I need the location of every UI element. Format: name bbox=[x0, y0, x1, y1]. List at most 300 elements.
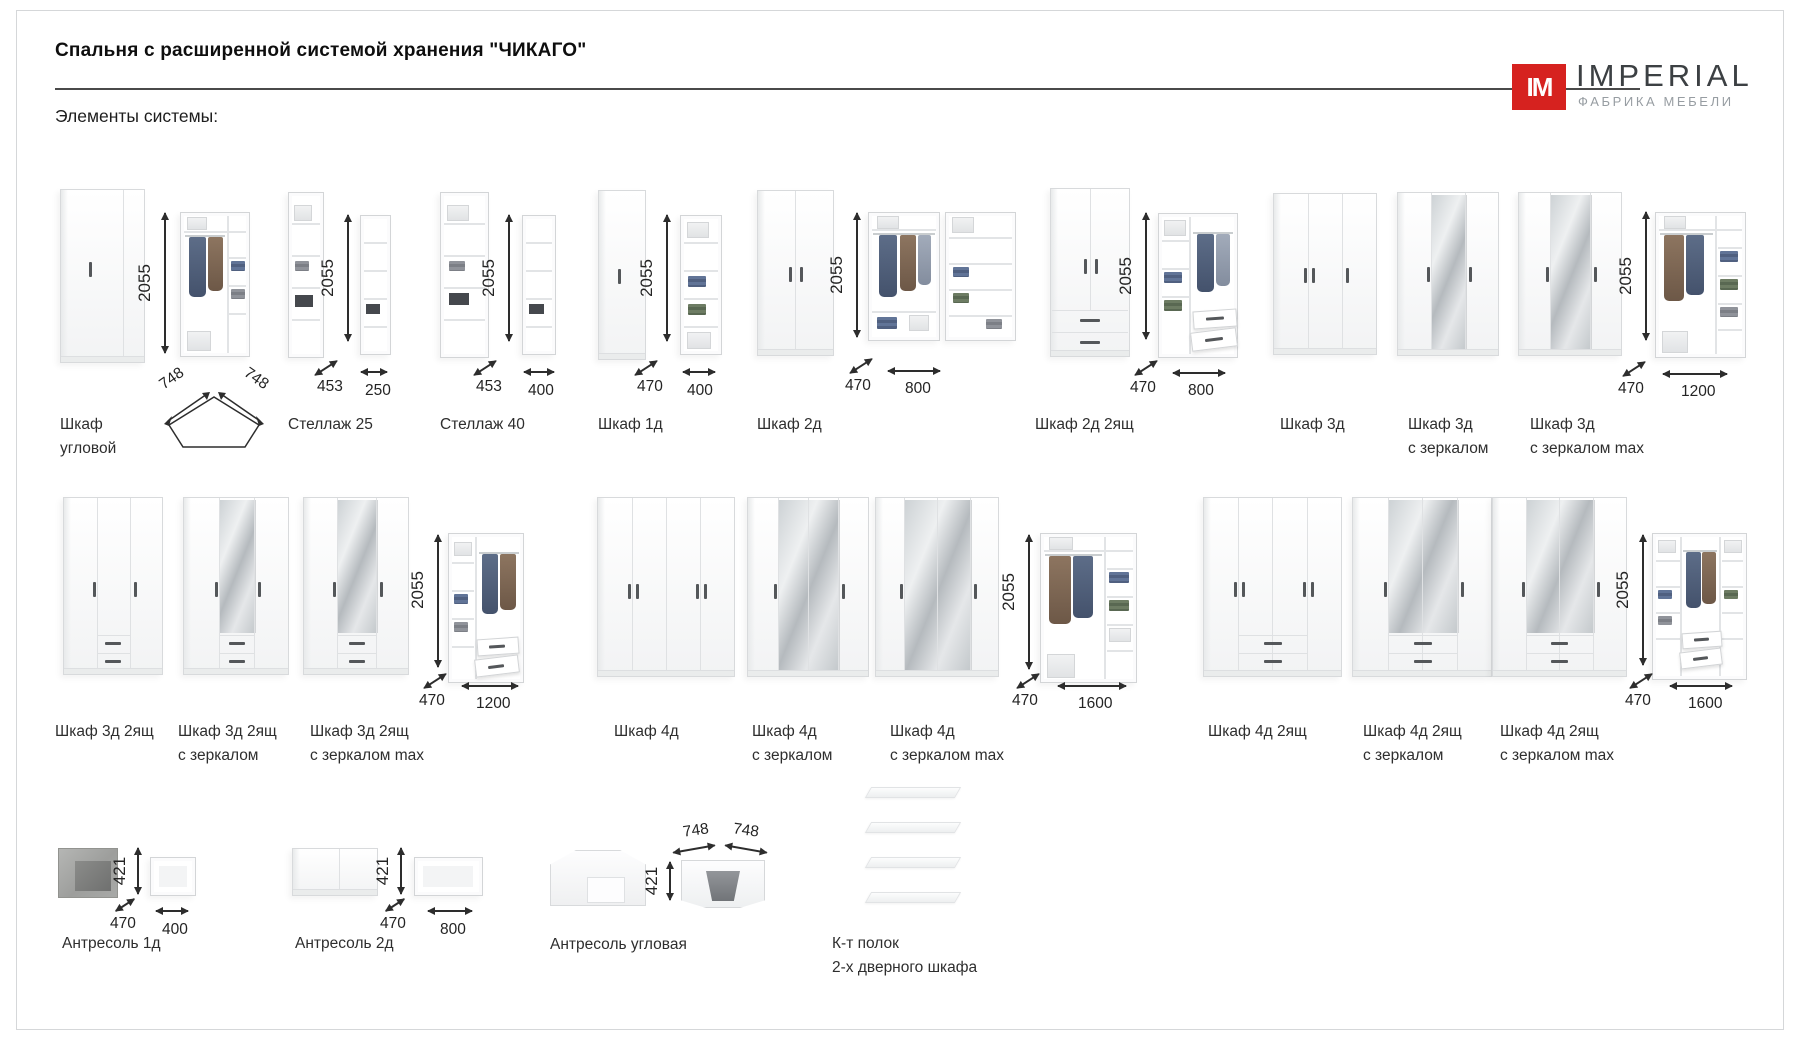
antresol-open bbox=[150, 857, 196, 896]
dim-height-arrow bbox=[669, 862, 671, 900]
antresol-closed bbox=[58, 848, 118, 898]
wardrobe-closed bbox=[597, 497, 735, 677]
door-seam bbox=[778, 498, 779, 671]
drawer-handle bbox=[349, 642, 365, 645]
door-handle bbox=[1461, 582, 1464, 597]
folded-clothes bbox=[877, 317, 897, 329]
coat bbox=[879, 235, 897, 297]
shelf-line bbox=[872, 229, 936, 231]
dim-height-arrow bbox=[164, 213, 166, 353]
dim-width-arrow bbox=[361, 371, 387, 373]
door-seam bbox=[838, 498, 839, 671]
brand-logo bbox=[1512, 60, 1772, 120]
dim-height-label: 421 bbox=[373, 856, 392, 886]
storage-box bbox=[294, 205, 312, 221]
drawer-handle bbox=[1693, 656, 1708, 661]
mirror-door bbox=[1550, 195, 1592, 349]
product-antresol-corner bbox=[545, 820, 785, 970]
product-label-line1: Шкаф 4д bbox=[752, 723, 817, 740]
door-handle bbox=[1311, 582, 1314, 597]
product-wardrobe-3d-2dr-mirror bbox=[178, 490, 303, 785]
product-label bbox=[1035, 413, 1134, 437]
door-seam bbox=[937, 498, 938, 671]
dim-height-arrow bbox=[137, 848, 139, 894]
folded-clothes bbox=[688, 276, 706, 287]
dim-depth-arrow bbox=[1017, 673, 1040, 689]
drawer-handle bbox=[105, 642, 121, 645]
shelf-line bbox=[872, 311, 936, 313]
shelf-line bbox=[184, 231, 246, 233]
product-label bbox=[55, 720, 154, 744]
shelf-line bbox=[1659, 229, 1742, 231]
storage-box bbox=[449, 293, 469, 305]
product-antresol-1d bbox=[52, 840, 222, 970]
product-wardrobe-3d-mirror bbox=[1392, 185, 1512, 475]
product-label-line1: Шкаф 4д bbox=[614, 723, 679, 740]
dim-width-label: 800 bbox=[440, 921, 466, 938]
door-handle bbox=[842, 584, 845, 599]
shelf-line bbox=[684, 298, 718, 300]
dim-height-label: 2055 bbox=[479, 259, 498, 297]
shelf-line bbox=[949, 237, 1012, 239]
product-label-line1: Стеллаж 40 bbox=[440, 416, 525, 433]
wardrobe-closed bbox=[1518, 192, 1622, 356]
product-label bbox=[890, 720, 1004, 768]
coat bbox=[189, 237, 206, 297]
divider bbox=[1104, 537, 1106, 679]
shelf-line bbox=[684, 242, 718, 244]
door-handle bbox=[900, 584, 903, 599]
dim-height-arrow bbox=[508, 215, 510, 341]
drawer-handle bbox=[1551, 642, 1568, 645]
product-label bbox=[1408, 413, 1488, 461]
dim-width-arrow bbox=[1058, 685, 1126, 687]
dim-depth-label: 470 bbox=[845, 377, 871, 394]
dim-width-label: 800 bbox=[905, 380, 931, 397]
wardrobe-open-hanging bbox=[868, 212, 940, 341]
door-seam bbox=[1342, 194, 1343, 349]
door-handle bbox=[1469, 267, 1472, 282]
shelf-line bbox=[1722, 586, 1743, 588]
dim-height-label: 2055 bbox=[408, 571, 427, 609]
storage-box bbox=[1662, 331, 1688, 353]
dim-height-label: 2055 bbox=[1613, 571, 1632, 609]
dim-depth-label: 470 bbox=[1625, 692, 1651, 709]
dim-depth-arrow bbox=[385, 898, 405, 912]
product-label-line1: Антресоль 1д bbox=[62, 935, 161, 952]
shelf-line bbox=[1162, 268, 1189, 270]
wardrobe-closed bbox=[1203, 497, 1342, 677]
dim-depth-label: 470 bbox=[380, 915, 406, 932]
door-seam bbox=[1422, 498, 1423, 671]
door-seam bbox=[376, 498, 377, 669]
folded-clothes bbox=[1724, 590, 1738, 599]
shelf-line bbox=[526, 298, 552, 300]
shelf-line bbox=[292, 319, 320, 321]
product-label-line1: Стеллаж 25 bbox=[288, 416, 373, 433]
door-handle bbox=[258, 582, 261, 597]
door-seam bbox=[795, 191, 796, 350]
plan-dim-label: 748 bbox=[156, 364, 188, 393]
product-label-line1: Антресоль 2д bbox=[295, 935, 394, 952]
product-wardrobe-1d bbox=[593, 185, 728, 460]
dim-depth-arrow bbox=[315, 360, 338, 376]
shelf-line bbox=[1044, 550, 1133, 552]
drawer-seam bbox=[97, 635, 130, 636]
door-handle bbox=[974, 584, 977, 599]
shelf-line bbox=[229, 313, 246, 315]
drawer-handle bbox=[489, 645, 505, 649]
dim-height-arrow bbox=[400, 848, 402, 894]
corner-plan bbox=[164, 381, 264, 449]
dim-height-label: 2055 bbox=[1616, 257, 1635, 295]
storage-box bbox=[1109, 628, 1131, 642]
dim-height-label: 2055 bbox=[1116, 257, 1135, 295]
dim-depth-label: 470 bbox=[637, 378, 663, 395]
dim-height-arrow bbox=[1642, 535, 1644, 665]
dim-width-label: 1200 bbox=[476, 695, 511, 712]
dim-depth-arrow bbox=[424, 673, 447, 689]
dim-height-arrow bbox=[347, 215, 349, 341]
product-label-line2: с зеркалом bbox=[1408, 440, 1489, 458]
shelf-line bbox=[1656, 612, 1680, 614]
drawer-handle bbox=[1551, 660, 1568, 663]
dim-height-arrow bbox=[856, 213, 858, 337]
shelf-line bbox=[949, 289, 1012, 291]
section-subtitle: Элементы системы: bbox=[55, 106, 219, 126]
storage-box bbox=[1664, 216, 1686, 229]
wardrobe-closed bbox=[875, 497, 999, 677]
product-label-line1: Шкаф 4д bbox=[890, 723, 955, 740]
antresol-opening bbox=[706, 871, 740, 901]
shelf-line bbox=[1718, 275, 1742, 277]
antresol-open bbox=[414, 857, 483, 896]
shelf-line bbox=[364, 242, 387, 244]
dim-width-label: 400 bbox=[162, 921, 188, 938]
folded-clothes bbox=[1109, 600, 1129, 611]
door-handle bbox=[380, 582, 383, 597]
open-drawer bbox=[1190, 327, 1238, 351]
shelf-line bbox=[292, 223, 320, 225]
shelf-line bbox=[949, 263, 1012, 265]
door-handle bbox=[696, 584, 699, 599]
open-drawer bbox=[476, 637, 519, 657]
product-label-line2: с зеркалом bbox=[178, 747, 259, 765]
door-seam bbox=[1090, 189, 1091, 310]
wardrobe-closed bbox=[1352, 497, 1492, 677]
product-label-line2: с зеркалом max bbox=[1500, 747, 1615, 765]
door-handle bbox=[333, 582, 336, 597]
storage-box bbox=[1658, 540, 1676, 553]
folded-clothes bbox=[1720, 307, 1738, 317]
mirror-door bbox=[1526, 500, 1595, 633]
shelf-line bbox=[526, 270, 552, 272]
dim-depth-label: 453 bbox=[476, 378, 502, 395]
product-label bbox=[614, 720, 679, 744]
product-wardrobe-3d-2dr-mirror-max bbox=[298, 490, 560, 785]
dim-width-arrow bbox=[1670, 685, 1732, 687]
shelf-line bbox=[364, 298, 387, 300]
folded-clothes bbox=[1658, 590, 1672, 599]
wardrobe-closed bbox=[1273, 193, 1377, 355]
dim-height-label: 2055 bbox=[318, 259, 337, 297]
product-corner-wardrobe bbox=[52, 185, 272, 460]
dim-width-label: 400 bbox=[528, 382, 554, 399]
door-handle bbox=[628, 584, 631, 599]
coat bbox=[1073, 556, 1093, 618]
door-seam bbox=[1593, 498, 1594, 671]
page-title: Спальня с расширенной системой хранения "ЧИКАГО" bbox=[55, 40, 587, 61]
plan-dim-arrow bbox=[673, 844, 715, 853]
brand-tagline: ФАБРИКА МЕБЕЛИ bbox=[1578, 94, 1734, 109]
folded-clothes bbox=[295, 261, 309, 271]
product-label-line1: Антресоль угловая bbox=[550, 936, 687, 953]
dim-height-arrow bbox=[1645, 212, 1647, 340]
product-antresol-2d bbox=[288, 840, 493, 970]
shelf-line bbox=[364, 326, 387, 328]
wardrobe-open bbox=[1652, 533, 1747, 680]
door-seam bbox=[1308, 194, 1309, 349]
storage-box bbox=[1724, 540, 1742, 553]
door-seam bbox=[339, 849, 340, 890]
mirror-door bbox=[1388, 500, 1459, 633]
product-label-line1: Шкаф 3д 2ящ bbox=[310, 723, 409, 740]
product-label bbox=[310, 720, 424, 768]
door-handle bbox=[789, 267, 792, 282]
dim-height-label: 2055 bbox=[827, 256, 846, 294]
coat bbox=[208, 237, 223, 291]
dim-depth-label: 470 bbox=[1618, 380, 1644, 397]
product-label-line1: К-т полок bbox=[832, 935, 899, 952]
storage-box bbox=[454, 542, 472, 556]
drawer-handle bbox=[229, 660, 245, 663]
dim-height-label: 421 bbox=[110, 856, 129, 886]
dim-width-arrow bbox=[156, 910, 188, 912]
shelf-line bbox=[444, 255, 485, 257]
product-wardrobe-3d bbox=[1268, 185, 1383, 460]
product-label-line1: Шкаф bbox=[60, 416, 103, 433]
shelf-slab bbox=[865, 822, 961, 833]
coat bbox=[1686, 235, 1704, 295]
coat bbox=[482, 554, 498, 614]
shelf-line bbox=[1107, 596, 1133, 598]
wardrobe-closed bbox=[63, 497, 163, 675]
shelf-line bbox=[1162, 240, 1189, 242]
door-handle bbox=[1234, 582, 1237, 597]
door-seam bbox=[123, 190, 124, 357]
product-label bbox=[295, 932, 394, 956]
storage-box bbox=[877, 216, 899, 229]
shelf-line bbox=[684, 270, 718, 272]
shelf-slab bbox=[865, 857, 961, 868]
product-shelf-kit bbox=[825, 780, 1055, 1000]
antresol-closed bbox=[292, 848, 378, 896]
storage-box bbox=[187, 331, 211, 351]
storage-box bbox=[187, 217, 207, 230]
product-label bbox=[1280, 413, 1345, 437]
door-seam bbox=[700, 498, 701, 671]
drawer-handle bbox=[1414, 642, 1432, 645]
dim-width-label: 1600 bbox=[1078, 695, 1113, 712]
product-label bbox=[60, 413, 116, 461]
coat bbox=[1702, 552, 1716, 604]
wardrobe-closed bbox=[183, 497, 289, 675]
door-handle bbox=[1597, 582, 1600, 597]
open-drawer bbox=[1681, 631, 1722, 650]
dim-width-label: 1600 bbox=[1688, 695, 1723, 712]
product-label bbox=[288, 413, 373, 437]
dim-height-label: 421 bbox=[642, 866, 661, 896]
shelf-slab bbox=[865, 892, 961, 903]
folded-clothes bbox=[231, 261, 245, 271]
brand-logo-icon: IM bbox=[1512, 64, 1566, 110]
wardrobe-closed bbox=[303, 497, 409, 675]
coat bbox=[500, 554, 516, 610]
door-seam bbox=[97, 498, 98, 669]
divider bbox=[1715, 216, 1717, 354]
dim-depth-arrow bbox=[474, 360, 497, 376]
wardrobe-open bbox=[448, 533, 524, 683]
drawer-handle bbox=[105, 660, 121, 663]
antresol-closed bbox=[550, 850, 646, 906]
product-wardrobe-3d-2dr bbox=[52, 490, 172, 785]
wardrobe-open bbox=[680, 215, 722, 355]
shelf-line bbox=[1107, 650, 1133, 652]
door-handle bbox=[1303, 582, 1306, 597]
product-shelving-40 bbox=[436, 185, 571, 460]
folded-clothes bbox=[953, 267, 969, 277]
product-label bbox=[62, 932, 161, 956]
dim-depth-label: 470 bbox=[110, 915, 136, 932]
drawer-handle bbox=[1206, 316, 1224, 320]
product-label-line1: Шкаф 2д 2ящ bbox=[1035, 416, 1134, 433]
shelf-line bbox=[364, 270, 387, 272]
dim-width-arrow bbox=[1663, 373, 1727, 375]
coat bbox=[1686, 552, 1701, 608]
door-handle bbox=[1095, 259, 1098, 274]
dim-depth-label: 470 bbox=[1012, 692, 1038, 709]
product-wardrobe-4d-2dr-mirror-max bbox=[1488, 490, 1798, 785]
coat bbox=[1664, 235, 1684, 301]
dim-height-label: 2055 bbox=[999, 573, 1018, 611]
product-label bbox=[1500, 720, 1614, 768]
shelf-line bbox=[684, 326, 718, 328]
coat bbox=[900, 235, 916, 291]
drawer-seam bbox=[1388, 635, 1457, 636]
door-seam bbox=[666, 498, 667, 671]
door-seam bbox=[1238, 498, 1239, 671]
drawer-handle bbox=[229, 642, 245, 645]
drawer-seam bbox=[1052, 310, 1128, 311]
door-handle bbox=[1242, 582, 1245, 597]
shelf-line bbox=[292, 287, 320, 289]
door-handle bbox=[1312, 268, 1315, 283]
door-seam bbox=[1550, 193, 1551, 350]
storage-box bbox=[1049, 537, 1073, 550]
product-label-line1: Шкаф 4д 2ящ bbox=[1500, 723, 1599, 740]
antresol-open bbox=[681, 860, 765, 908]
shelving-open-side bbox=[360, 215, 391, 355]
product-label bbox=[178, 720, 277, 768]
drawer-handle bbox=[1694, 638, 1709, 642]
product-label-line2: с зеркалом bbox=[752, 747, 833, 765]
product-label-line1: Шкаф 3д 2ящ bbox=[178, 723, 277, 740]
plan-dim-label: 748 bbox=[681, 820, 710, 841]
drawer-seam bbox=[1238, 635, 1307, 636]
product-wardrobe-4d-2dr bbox=[1198, 490, 1348, 785]
door-seam bbox=[970, 498, 971, 671]
wardrobe-open bbox=[180, 212, 250, 357]
mirror-door bbox=[219, 500, 256, 633]
door-handle bbox=[1546, 267, 1549, 282]
door-handle bbox=[93, 582, 96, 597]
folded-clothes bbox=[454, 594, 468, 604]
door-seam bbox=[1431, 193, 1432, 350]
drawer-seam bbox=[219, 635, 254, 636]
drawer-handle bbox=[1205, 337, 1223, 342]
shelf-line bbox=[1107, 624, 1133, 626]
door-handle bbox=[800, 267, 803, 282]
product-label-line1: Шкаф 4д 2ящ bbox=[1208, 723, 1307, 740]
open-drawer bbox=[474, 654, 520, 677]
product-label bbox=[752, 720, 832, 768]
dim-depth-arrow bbox=[635, 360, 658, 376]
folded-clothes bbox=[688, 304, 706, 315]
door-seam bbox=[1590, 193, 1591, 350]
shelf-line bbox=[1162, 296, 1189, 298]
dim-height-arrow bbox=[666, 215, 668, 341]
shelving-open-side bbox=[522, 215, 556, 355]
coat bbox=[1049, 556, 1071, 624]
drawer-handle bbox=[1264, 642, 1282, 645]
wardrobe-closed bbox=[757, 190, 834, 356]
folded-clothes bbox=[1720, 279, 1738, 290]
door-handle bbox=[134, 582, 137, 597]
open-drawer bbox=[1679, 648, 1723, 670]
door-handle bbox=[1304, 268, 1307, 283]
plan-dim-label: 748 bbox=[240, 364, 272, 393]
mirror-door bbox=[1431, 195, 1467, 349]
product-label bbox=[598, 413, 663, 437]
shelf-line bbox=[452, 618, 474, 620]
dim-width-arrow bbox=[462, 685, 518, 687]
dim-height-arrow bbox=[1145, 213, 1147, 339]
drawer-seam bbox=[337, 653, 376, 654]
mirror-door bbox=[778, 500, 840, 670]
dim-height-arrow bbox=[1028, 535, 1030, 669]
drawer-seam bbox=[1526, 635, 1593, 636]
product-wardrobe-3d-mirror-max bbox=[1513, 185, 1798, 475]
dim-height-label: 2055 bbox=[135, 264, 154, 302]
product-label bbox=[757, 413, 822, 437]
door-handle bbox=[1084, 259, 1087, 274]
open-drawer bbox=[1192, 308, 1237, 329]
drawer-seam bbox=[1238, 653, 1307, 654]
folded-clothes bbox=[454, 622, 468, 632]
wardrobe-open bbox=[1655, 212, 1746, 358]
dim-depth-arrow bbox=[1630, 673, 1653, 689]
door-seam bbox=[632, 498, 633, 671]
folded-clothes bbox=[1720, 251, 1738, 262]
door-seam bbox=[130, 498, 131, 669]
coat bbox=[1216, 234, 1230, 286]
product-label-line2: 2-х дверного шкафа bbox=[832, 959, 978, 977]
shelf-line bbox=[1718, 247, 1742, 249]
dim-width-arrow bbox=[428, 910, 472, 912]
door-handle bbox=[704, 584, 707, 599]
door-seam bbox=[904, 498, 905, 671]
shelf-line bbox=[1107, 568, 1133, 570]
